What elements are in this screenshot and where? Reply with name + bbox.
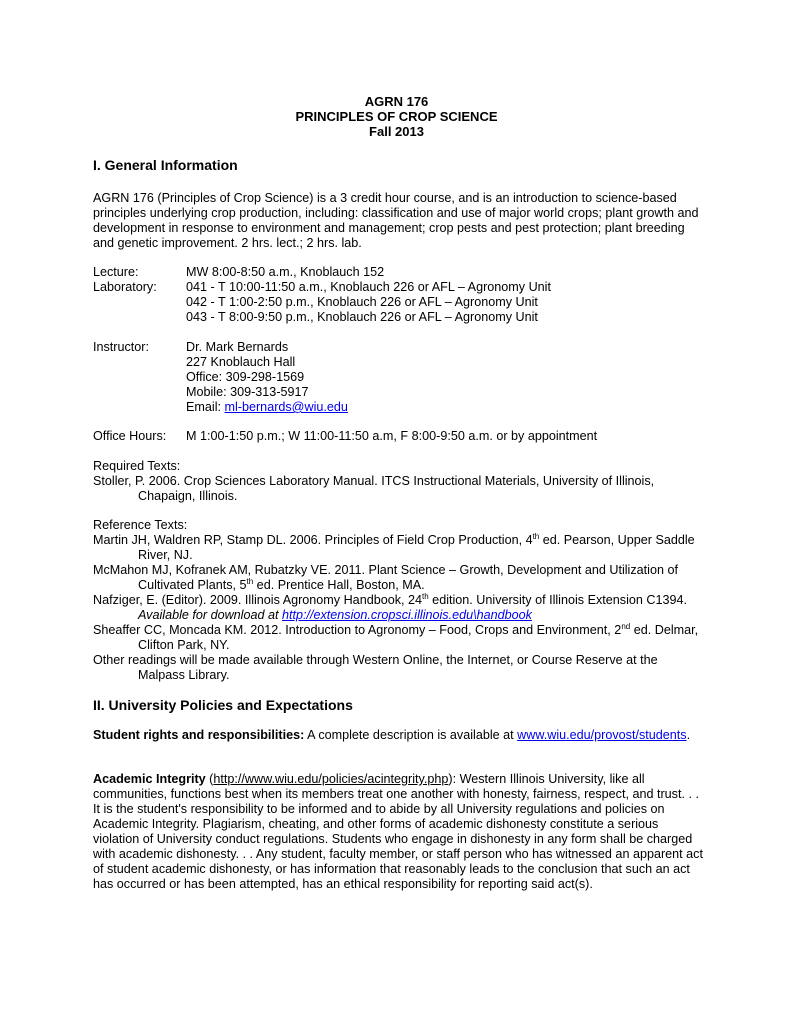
instructor-name: Dr. Mark Bernards [186,340,289,354]
lecture-time: MW 8:00-8:50 a.m., Knoblauch 152 [186,265,385,279]
instructor-block [93,340,713,416]
reference-texts-label: Reference Texts: [93,518,188,532]
integrity-policy-link[interactable]: http://www.wiu.edu/policies/acintegrity.php [213,772,449,786]
reference-entry: Other readings will be made available through Western Online, the Internet, or Course Reserve at the Malpass Library. [93,653,658,682]
course-term: Fall 2013 [369,124,424,139]
section-heading-policies: II. University Policies and Expectations [93,697,353,713]
required-texts-label: Required Texts: [93,459,181,473]
office-hours-value: M 1:00-1:50 p.m.; W 11:00-11:50 a.m, F 8:00-9:50 a.m. or by appointment [186,429,598,443]
academic-integrity-paragraph: Academic Integrity (http://www.wiu.edu/policies/acintegrity.php): Western Illinois University, like all communities, functions best when its members treat one another with honesty, fairness, respect, and trust. . . It is the student's responsibility to be informed and to abide by all University regulations and policies on Academic Integrity. Plagiarism, cheating, and other forms of academic dishonesty constitute a serious violation of University conduct regulations. Students who engage in dishonesty in any form shall be charged with academic dishonesty. . . Any student, faculty member, or staff person who has witnessed an apparent act of student academic dishonesty, or has information that reasonably leads to the conclusion that such an act has occurred or has been attempted, has an ethical responsibility for reporting said act(s). [93,772,703,891]
instructor-email-link[interactable]: ml-bernards@wiu.edu [224,400,348,414]
course-description: AGRN 176 (Principles of Crop Science) is a 3 credit hour course, and is an introduction to science-based principles underlying crop production, including: classification and use of major world crops; plant growth and development in response to environment and management; crop pests and pest protection; plant breeding and genetic improvement. 2 hrs. lect.; 2 hrs. lab. [93,191,699,250]
instructor-mobile: Mobile: 309-313-5917 [186,385,309,399]
instructor-office-location: 227 Knoblauch Hall [186,355,296,369]
handbook-link[interactable]: http://extension.cropsci.illinois.edu\handbook [282,608,532,622]
instructor-email-line [186,400,348,415]
student-rights-paragraph: Student rights and responsibilities: A complete description is available at www.wiu.edu/provost/students. [93,728,691,742]
lab-section: 042 - T 1:00-2:50 p.m., Knoblauch 226 or AFL – Agronomy Unit [186,295,538,309]
course-code: AGRN 176 [364,94,429,109]
reference-entry: Sheaffer CC, Moncada KM. 2012. Introduction to Agronomy – Food, Crops and Environment, 2nd ed. Delmar, Clifton Park, NY. [93,621,699,652]
lab-section: 041 - T 10:00-11:50 a.m., Knoblauch 226 or AFL – Agronomy Unit [186,280,551,294]
lab-label: Laboratory: [93,280,157,294]
instructor-label: Instructor: [93,340,149,354]
email-prefix: Email: [186,400,225,414]
student-rights-link[interactable]: www.wiu.edu/provost/students [517,728,687,742]
office-hours-label: Office Hours: [93,429,167,443]
required-text-entry: Stoller, P. 2006. Crop Sciences Laboratory Manual. ITCS Instructional Materials, University of Illinois, Chapaign, Illinois. [93,474,655,503]
lecture-label: Lecture: [93,265,139,279]
reference-entry: Nafziger, E. (Editor). 2009. Illinois Agronomy Handbook, 24th edition. University of Illinois Extension C1394. Available for download at http://extension.cropsci.illinois.edu\handbook [93,591,687,622]
instructor-office-phone: Office: 309-298-1569 [186,370,305,384]
reference-entry: Martin JH, Waldren RP, Stamp DL. 2006. Principles of Field Crop Production, 4th ed. Pearson, Upper Saddle River, NJ. [93,531,695,562]
lab-section: 043 - T 8:00-9:50 p.m., Knoblauch 226 or AFL – Agronomy Unit [186,310,538,324]
schedule-block [93,265,713,325]
office-hours-row [93,429,713,445]
reference-entry: McMahon MJ, Kofranek AM, Rubatzky VE. 2011. Plant Science – Growth, Development and Utilization of Cultivated Plants, 5th ed. Prentice Hall, Boston, MA. [93,563,678,592]
course-title: PRINCIPLES OF CROP SCIENCE [295,109,498,124]
title-block [0,94,791,139]
section-heading-general: I. General Information [93,157,238,173]
